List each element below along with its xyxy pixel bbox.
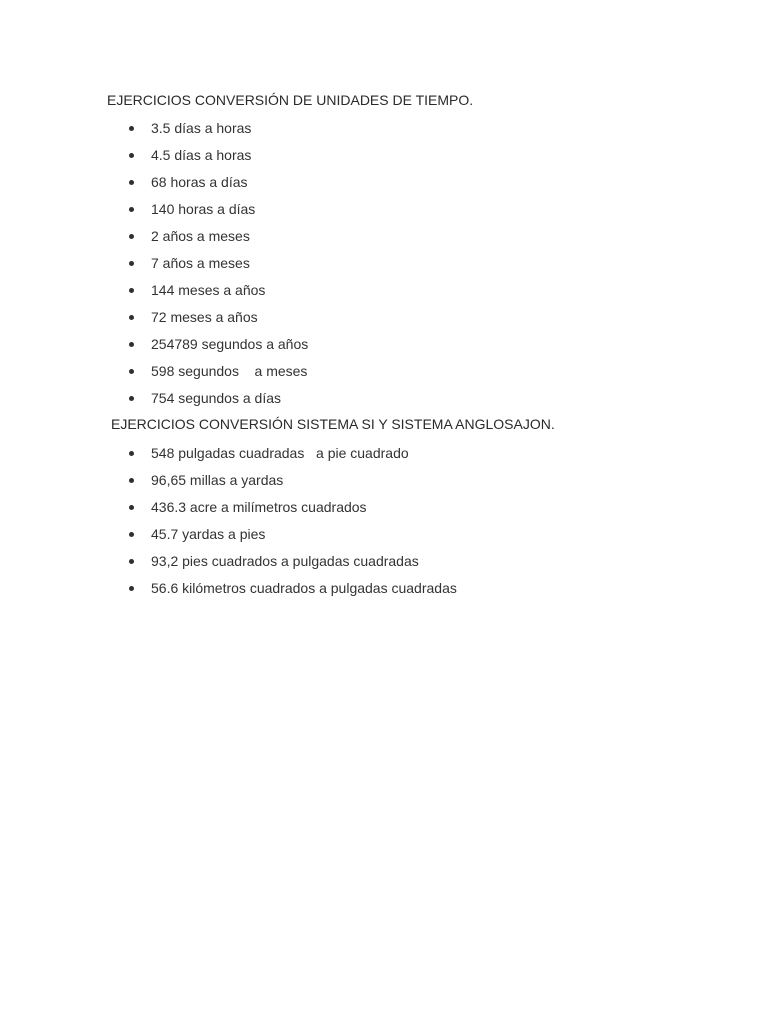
bullet-icon bbox=[129, 559, 134, 564]
list-item-text: 72 meses a años bbox=[151, 309, 258, 325]
bullet-icon bbox=[129, 180, 134, 185]
bullet-icon bbox=[129, 153, 134, 158]
bullet-icon bbox=[129, 288, 134, 293]
list-item-text: 140 horas a días bbox=[151, 201, 256, 217]
list-item-text: 548 pulgadas cuadradas a pie cuadrado bbox=[151, 445, 409, 461]
bullet-icon bbox=[129, 451, 134, 456]
section-heading-time: EJERCICIOS CONVERSIÓN DE UNIDADES DE TIEMPO. bbox=[107, 92, 474, 108]
section-heading-units: EJERCICIOS CONVERSIÓN SISTEMA SI Y SISTEMA ANGLOSAJON. bbox=[111, 416, 555, 432]
bullet-icon bbox=[129, 234, 134, 239]
list-item-text: 96,65 millas a yardas bbox=[151, 472, 284, 488]
bullet-icon bbox=[129, 586, 134, 591]
bullet-icon bbox=[129, 207, 134, 212]
bullet-icon bbox=[129, 315, 134, 320]
bullet-icon bbox=[129, 505, 134, 510]
list-item-text: 3.5 días a horas bbox=[151, 120, 252, 136]
bullet-icon bbox=[129, 126, 134, 131]
bullet-icon bbox=[129, 369, 134, 374]
list-item-text: 56.6 kilómetros cuadrados a pulgadas cuadradas bbox=[151, 580, 457, 596]
bullet-icon bbox=[129, 396, 134, 401]
list-item-text: 254789 segundos a años bbox=[151, 336, 309, 352]
bullet-icon bbox=[129, 261, 134, 266]
bullet-icon bbox=[129, 532, 134, 537]
list-item-text: 4.5 días a horas bbox=[151, 147, 252, 163]
list-item-text: 45.7 yardas a pies bbox=[151, 526, 266, 542]
list-item-text: 7 años a meses bbox=[151, 255, 250, 271]
bullet-icon bbox=[129, 478, 134, 483]
list-item-text: 93,2 pies cuadrados a pulgadas cuadradas bbox=[151, 553, 419, 569]
list-item-text: 754 segundos a días bbox=[151, 390, 281, 406]
list-item-text: 598 segundos a meses bbox=[151, 363, 308, 379]
list-item-text: 2 años a meses bbox=[151, 228, 250, 244]
bullet-icon bbox=[129, 342, 134, 347]
list-item-text: 144 meses a años bbox=[151, 282, 266, 298]
list-item-text: 436.3 acre a milímetros cuadrados bbox=[151, 499, 367, 515]
list-item-text: 68 horas a días bbox=[151, 174, 248, 190]
